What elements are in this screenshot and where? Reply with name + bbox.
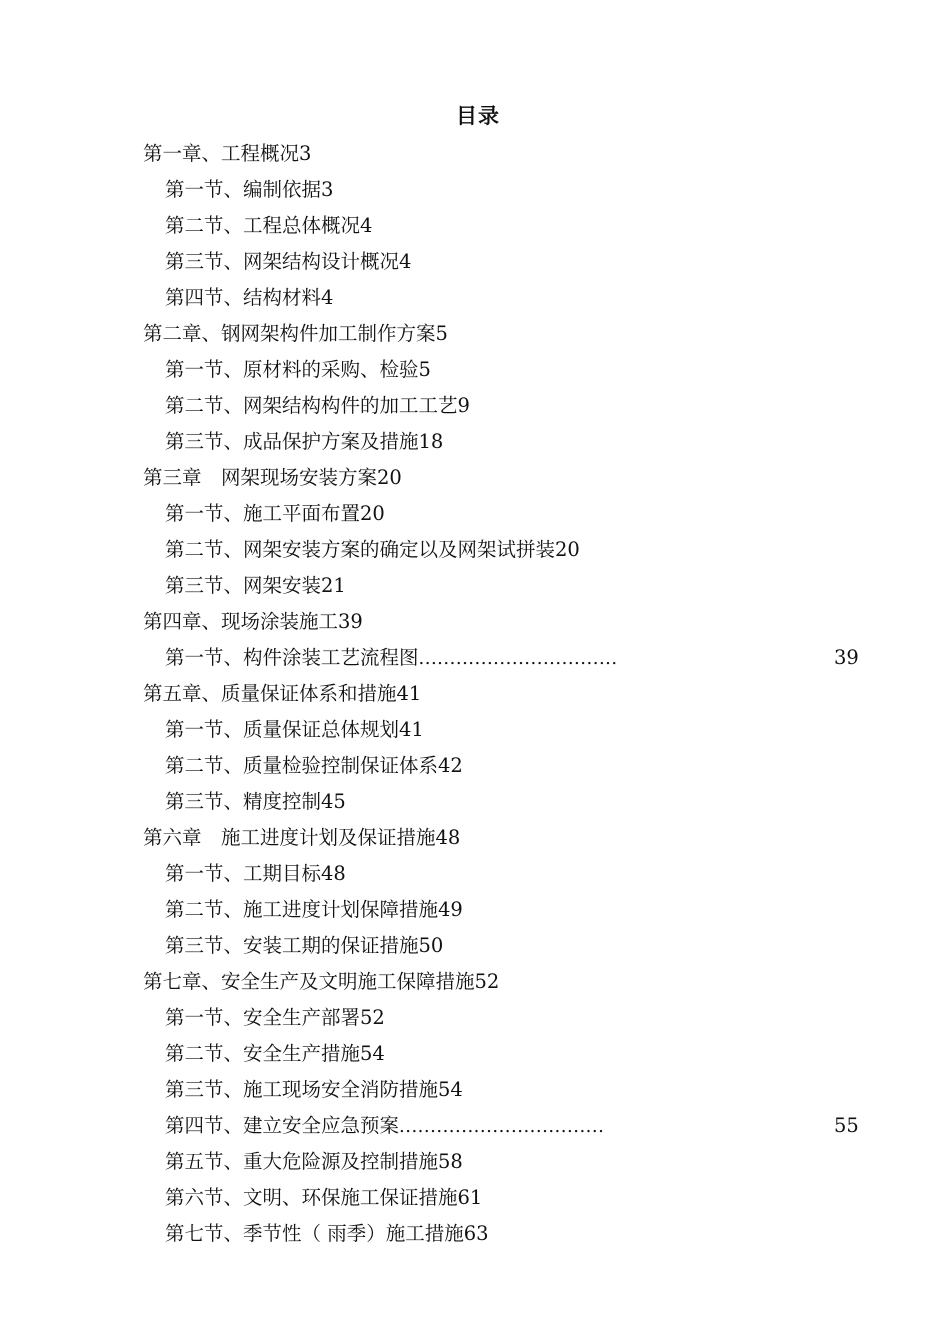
toc-chapter-entry[interactable] [0,676,950,712]
toc-section-entry[interactable] [0,892,950,928]
toc-entry-text: 第三节、网架结构设计概况4 [165,250,412,273]
toc-entry-text: 第一节、安全生产部署52 [165,1006,385,1029]
toc-section-entry[interactable] [0,1180,950,1216]
toc-entry-text: 第六节、文明、环保施工保证措施61 [165,1186,483,1209]
toc-entry-text: 第一章、工程概况3 [143,142,312,165]
toc-entry-text: 第二节、网架安装方案的确定以及网架试拼装20 [165,538,580,561]
toc-section-entry[interactable] [0,748,950,784]
toc-section-entry[interactable] [0,712,950,748]
toc-chapter-entry[interactable] [0,136,950,172]
toc-entry-text: 第一节、施工平面布置20 [165,502,385,525]
toc-section-entry[interactable] [0,352,950,388]
toc-entry-text: 第三章 网架现场安装方案20 [143,466,402,489]
toc-entry-text: 第三节、成品保护方案及措施18 [165,430,444,453]
toc-chapter-entry[interactable] [0,316,950,352]
toc-section-entry[interactable] [0,280,950,316]
toc-title: 目录 [456,103,500,128]
toc-entry-text: 第一节、构件涂装工艺流程图 [165,646,419,669]
toc-entry-text: 第三节、精度控制45 [165,790,346,813]
toc-section-entry[interactable] [0,496,950,532]
toc-section-entry[interactable] [0,532,950,568]
toc-entry-text: 第二节、安全生产措施54 [165,1042,385,1065]
toc-section-entry[interactable] [0,568,950,604]
toc-section-entry[interactable] [0,424,950,460]
toc-chapter-entry[interactable] [0,460,950,496]
toc-entry-text: 第四节、建立安全应急预案 [165,1114,400,1137]
toc-section-entry[interactable] [0,1216,950,1252]
toc-entry-text: 第七节、季节性（ 雨季）施工措施63 [165,1222,489,1245]
toc-entry-text: 第六章 施工进度计划及保证措施48 [143,826,461,849]
toc-entry-text: 第二章、钢网架构件加工制作方案5 [143,322,448,345]
toc-entry-text: 第二节、质量检验控制保证体系42 [165,754,463,777]
toc-section-entry[interactable] [0,856,950,892]
toc-section-entry[interactable] [0,640,950,676]
toc-page-number: 55 [834,1114,859,1137]
toc-leader-dots: ................................. [399,1116,605,1137]
toc-entry-text: 第二节、网架结构构件的加工工艺9 [165,394,470,417]
toc-entry-text: 第三节、施工现场安全消防措施54 [165,1078,463,1101]
toc-entry-text: 第三节、安装工期的保证措施50 [165,934,444,957]
toc-section-entry[interactable] [0,928,950,964]
toc-page-number: 39 [834,646,859,669]
toc-entry-text: 第五节、重大危险源及控制措施58 [165,1150,463,1173]
toc-chapter-entry[interactable] [0,820,950,856]
toc-entry-text: 第七章、安全生产及文明施工保障措施52 [143,970,500,993]
toc-section-entry[interactable] [0,208,950,244]
toc-section-entry[interactable] [0,1036,950,1072]
toc-chapter-entry[interactable] [0,964,950,1000]
toc-entry-text: 第一节、工期目标48 [165,862,346,885]
toc-section-entry[interactable] [0,784,950,820]
toc-leader-dots: ................................ [418,648,618,669]
toc-entry-text: 第三节、网架安装21 [165,574,346,597]
toc-chapter-entry[interactable] [0,604,950,640]
toc-section-entry[interactable] [0,1108,950,1144]
toc-section-entry[interactable] [0,1144,950,1180]
toc-entry-text: 第一节、编制依据3 [165,178,334,201]
toc-entry-text: 第五章、质量保证体系和措施41 [143,682,422,705]
toc-section-entry[interactable] [0,244,950,280]
toc-entry-text: 第二节、施工进度计划保障措施49 [165,898,463,921]
toc-entry-text: 第一节、质量保证总体规划41 [165,718,424,741]
toc-list [0,136,950,1252]
toc-entry-text: 第四章、现场涂装施工39 [143,610,363,633]
toc-section-entry[interactable] [0,1000,950,1036]
toc-section-entry[interactable] [0,172,950,208]
toc-section-entry[interactable] [0,1072,950,1108]
toc-entry-text: 第四节、结构材料4 [165,286,334,309]
toc-entry-text: 第一节、原材料的采购、检验5 [165,358,431,381]
toc-entry-text: 第二节、工程总体概况4 [165,214,373,237]
toc-section-entry[interactable] [0,388,950,424]
